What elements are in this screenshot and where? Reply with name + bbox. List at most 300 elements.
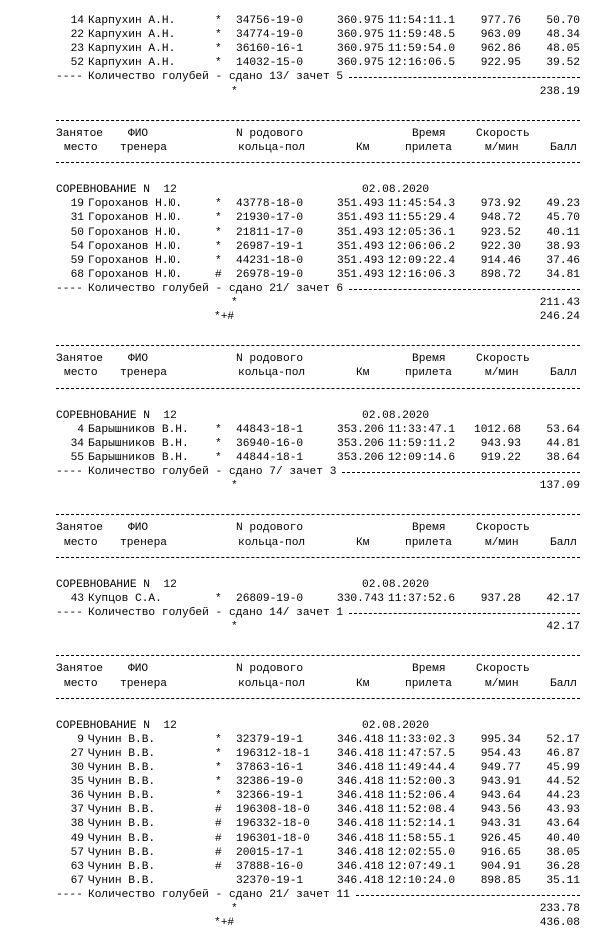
trainer-name: Гороханов Н.Ю.: [88, 268, 182, 281]
column-header-row-1: [0, 127, 600, 141]
summary-prefix: ----: [56, 888, 83, 901]
total-star-value: 42.17: [546, 621, 580, 634]
place: 50: [70, 226, 84, 239]
speed: 898.72: [480, 268, 521, 281]
col-km-label: Км: [356, 367, 370, 380]
place: 22: [70, 29, 84, 42]
place: 35: [70, 776, 84, 789]
summary-dash-tail: [349, 289, 580, 290]
speed: 943.91: [480, 776, 521, 789]
place: 67: [70, 874, 84, 887]
col-place-label-2: место: [64, 677, 98, 690]
trainer-name: Барышников В.Н.: [88, 437, 189, 450]
summary-text: Количество голубей - сдано 21/ зачет 6: [88, 282, 344, 295]
place: 9: [77, 733, 84, 746]
ring-number: 32370-19-1: [236, 874, 304, 887]
score: 45.70: [546, 212, 580, 225]
col-time-label-2: прилета: [405, 536, 452, 549]
trainer-name: Чунин В.В.: [88, 790, 156, 803]
result-row: [0, 832, 600, 846]
arrival-time: 11:47:57.5: [388, 747, 456, 760]
result-row: [0, 451, 600, 465]
arrival-time: 12:06:06.2: [388, 240, 456, 253]
arrival-time: 12:09:14.6: [388, 452, 456, 464]
score: 37.46: [546, 254, 580, 267]
competition-line: [0, 578, 600, 592]
score: 35.11: [546, 874, 580, 887]
distance-km: 360.975: [337, 43, 384, 56]
speed: 1012.68: [474, 423, 521, 436]
summary-prefix: ----: [56, 466, 83, 479]
place: 59: [70, 254, 84, 267]
arrival-time: 11:54:11.1: [388, 15, 456, 28]
score: 38.05: [546, 846, 580, 859]
col-ring-label: N родового: [236, 522, 304, 535]
trainer-name: Чунин В.В.: [88, 846, 156, 859]
trainer-name: Карпухин А.Н.: [88, 57, 176, 70]
score: 44.52: [546, 776, 580, 789]
mark-symbol: *: [215, 733, 222, 746]
trainer-name: Чунин В.В.: [88, 874, 156, 887]
distance-km: 353.206: [337, 437, 384, 450]
result-row: [0, 775, 600, 789]
dashed-separator: [0, 507, 600, 521]
col-speed-label-2: м/мин: [485, 367, 519, 380]
competition-label: СОРЕВНОВАНИЕ N 12: [56, 184, 177, 197]
arrival-time: 11:59:48.5: [388, 29, 456, 42]
total-star-value: 211.43: [539, 296, 580, 309]
trainer-name: Карпухин А.Н.: [88, 29, 176, 42]
mark-symbol: *: [215, 790, 222, 803]
ring-number: 196301-18-0: [236, 832, 310, 845]
ring-number: 43778-18-0: [236, 198, 304, 211]
ring-number: 44231-18-0: [236, 254, 304, 267]
summary-text: Количество голубей - сдано 13/ зачет 5: [88, 71, 344, 84]
total-starhash-line: [0, 310, 600, 324]
place: 63: [70, 860, 84, 873]
summary-text: Количество голубей - сдано 21/ зачет 11: [88, 888, 350, 901]
col-time-label: Время: [412, 127, 446, 140]
trainer-name: Чунин В.В.: [88, 747, 156, 760]
distance-km: 346.418: [337, 846, 384, 859]
speed: 904.91: [480, 860, 521, 873]
ring-number: 21930-17-0: [236, 212, 304, 225]
score: 48.05: [546, 43, 580, 56]
speed: 943.31: [480, 818, 521, 831]
mark-symbol: *: [215, 747, 222, 760]
column-header-row-2: [0, 677, 600, 691]
summary-dash-tail: [349, 77, 580, 78]
col-fio-label: ФИО: [128, 522, 149, 535]
ring-number: 32386-19-0: [236, 776, 304, 789]
distance-km: 346.418: [337, 762, 384, 775]
ring-number: 37888-16-0: [236, 860, 304, 873]
mark-symbol: *: [215, 452, 222, 464]
col-time-label: Время: [412, 353, 446, 366]
speed: 973.92: [480, 198, 521, 211]
total-star-line: [0, 85, 600, 99]
place: 30: [70, 762, 84, 775]
col-place-label-2: место: [64, 536, 98, 549]
trainer-name: Чунин В.В.: [88, 804, 156, 817]
distance-km: 351.493: [337, 226, 384, 239]
summary-line: [0, 282, 600, 296]
ring-number: 36940-16-0: [236, 437, 304, 450]
result-row: [0, 254, 600, 268]
arrival-time: 11:55:29.4: [388, 212, 456, 225]
summary-line: [0, 888, 600, 902]
distance-km: 353.206: [337, 452, 384, 464]
speed: 937.28: [480, 592, 521, 605]
total-star-value: 137.09: [539, 480, 580, 493]
trainer-name: Барышников В.Н.: [88, 423, 189, 436]
arrival-time: 11:52:06.4: [388, 790, 456, 803]
distance-km: 346.418: [337, 860, 384, 873]
distance-km: 346.418: [337, 790, 384, 803]
mark-symbol: *: [215, 226, 222, 239]
col-speed-label: Скорость: [476, 353, 530, 366]
column-header-row-1: [0, 352, 600, 366]
summary-dash-tail: [356, 895, 580, 896]
score: 36.28: [546, 860, 580, 873]
score: 38.93: [546, 240, 580, 253]
col-km-label: Км: [356, 677, 370, 690]
col-score-label: Балл: [550, 367, 577, 380]
col-fio-label-2: тренера: [120, 367, 167, 380]
trainer-name: Чунин В.В.: [88, 776, 156, 789]
score: 44.81: [546, 437, 580, 450]
score: 49.23: [546, 198, 580, 211]
dashed-separator: [0, 648, 600, 662]
score: 50.70: [546, 15, 580, 28]
dashed-separator: [0, 381, 600, 395]
col-ring-label: N родового: [236, 663, 304, 676]
place: 23: [70, 43, 84, 56]
speed: 962.86: [480, 43, 521, 56]
trainer-name: Гороханов Н.Ю.: [88, 240, 182, 253]
arrival-time: 12:05:36.1: [388, 226, 456, 239]
mark-symbol: *: [215, 15, 222, 28]
total-star-mark: *: [231, 296, 238, 309]
col-km-label: Км: [356, 536, 370, 549]
mark-symbol: *: [215, 212, 222, 225]
competition-date: 02.08.2020: [362, 184, 430, 197]
dashed-separator: [0, 113, 600, 127]
col-speed-label-2: м/мин: [485, 141, 519, 154]
distance-km: 360.975: [337, 29, 384, 42]
total-starhash-value: 436.08: [539, 917, 580, 930]
mark-symbol: *: [215, 762, 222, 775]
place: 55: [70, 452, 84, 464]
ring-number: 196332-18-0: [236, 818, 310, 831]
place: 34: [70, 437, 84, 450]
col-place-label: Занятое: [56, 127, 103, 140]
score: 34.81: [546, 268, 580, 281]
result-row: [0, 761, 600, 775]
place: 36: [70, 790, 84, 803]
result-row: [0, 197, 600, 211]
arrival-time: 11:52:08.4: [388, 804, 456, 817]
result-row: [0, 817, 600, 831]
summary-prefix: ----: [56, 282, 83, 295]
mark-symbol: *: [215, 198, 222, 211]
col-place-label: Занятое: [56, 663, 103, 676]
trainer-name: Чунин В.В.: [88, 762, 156, 775]
total-starhash-line: [0, 916, 600, 930]
ring-number: 20015-17-1: [236, 846, 304, 859]
result-row: [0, 747, 600, 761]
mark-symbol: *: [215, 423, 222, 436]
dashed-separator: [0, 155, 600, 169]
result-row: [0, 733, 600, 747]
result-row: [0, 423, 600, 437]
result-row: [0, 14, 600, 28]
col-km-label: Км: [356, 141, 370, 154]
total-starhash-mark: *+#: [214, 311, 235, 324]
arrival-time: 12:16:06.3: [388, 268, 456, 281]
speed: 943.93: [480, 437, 521, 450]
summary-dash-tail: [342, 472, 580, 473]
distance-km: 351.493: [337, 254, 384, 267]
place: 4: [77, 423, 84, 436]
total-star-mark: *: [231, 621, 238, 634]
trainer-name: Купцов С.А.: [88, 592, 162, 605]
arrival-time: 12:02:55.0: [388, 846, 456, 859]
col-time-label-2: прилета: [405, 141, 452, 154]
col-ring-label-2: кольца-пол: [238, 677, 306, 690]
trainer-name: Гороханов Н.Ю.: [88, 212, 182, 225]
total-star-line: [0, 620, 600, 634]
col-score-label: Балл: [550, 677, 577, 690]
result-row: [0, 437, 600, 451]
mark-symbol: *: [215, 240, 222, 253]
trainer-name: Чунин В.В.: [88, 860, 156, 873]
place: 27: [70, 747, 84, 760]
trainer-name: Гороханов Н.Ю.: [88, 198, 182, 211]
mark-symbol: #: [215, 846, 222, 859]
arrival-time: 11:59:54.0: [388, 43, 456, 56]
arrival-time: 11:33:02.3: [388, 733, 456, 746]
competition-date: 02.08.2020: [362, 719, 430, 732]
competition-label: СОРЕВНОВАНИЕ N 12: [56, 578, 177, 591]
col-ring-label-2: кольца-пол: [238, 141, 306, 154]
col-score-label: Балл: [550, 141, 577, 154]
result-row: [0, 42, 600, 56]
arrival-time: 11:45:54.3: [388, 198, 456, 211]
distance-km: 346.418: [337, 747, 384, 760]
arrival-time: 11:49:44.4: [388, 762, 456, 775]
total-starhash-mark: *+#: [214, 917, 235, 930]
place: 57: [70, 846, 84, 859]
mark-symbol: #: [215, 832, 222, 845]
arrival-time: 12:09:22.4: [388, 254, 456, 267]
distance-km: 360.975: [337, 15, 384, 28]
speed: 926.45: [480, 832, 521, 845]
speed: 922.95: [480, 57, 521, 70]
arrival-time: 11:59:11.2: [388, 437, 456, 450]
mark-symbol: *: [215, 437, 222, 450]
place: 68: [70, 268, 84, 281]
speed: 916.65: [480, 846, 521, 859]
place: 54: [70, 240, 84, 253]
distance-km: 346.418: [337, 804, 384, 817]
score: 43.93: [546, 804, 580, 817]
score: 53.64: [546, 423, 580, 436]
place: 43: [70, 592, 84, 605]
distance-km: 346.418: [337, 818, 384, 831]
column-header-row-2: [0, 141, 600, 155]
summary-prefix: ----: [56, 607, 83, 620]
result-row: [0, 860, 600, 874]
col-time-label-2: прилета: [405, 367, 452, 380]
col-time-label: Время: [412, 663, 446, 676]
col-fio-label: ФИО: [128, 353, 149, 366]
col-place-label: Занятое: [56, 353, 103, 366]
competition-date: 02.08.2020: [362, 409, 430, 422]
column-header-row-1: [0, 521, 600, 535]
arrival-time: 12:07:49.1: [388, 860, 456, 873]
arrival-time: 12:10:24.0: [388, 874, 456, 887]
col-time-label: Время: [412, 522, 446, 535]
arrival-time: 11:52:00.3: [388, 776, 456, 789]
place: 37: [70, 804, 84, 817]
result-row: [0, 268, 600, 282]
speed: 995.34: [480, 733, 521, 746]
speed: 914.46: [480, 254, 521, 267]
place: 31: [70, 212, 84, 225]
mark-symbol: *: [215, 43, 222, 56]
result-row: [0, 803, 600, 817]
ring-number: 14032-15-0: [236, 57, 304, 70]
col-fio-label-2: тренера: [120, 536, 167, 549]
distance-km: 346.418: [337, 874, 384, 887]
place: 14: [70, 15, 84, 28]
place: 52: [70, 57, 84, 70]
ring-number: 26987-19-1: [236, 240, 304, 253]
mark-symbol: #: [215, 860, 222, 873]
trainer-name: Карпухин А.Н.: [88, 15, 176, 28]
distance-km: 353.206: [337, 423, 384, 436]
total-star-line: [0, 479, 600, 493]
col-score-label: Балл: [550, 536, 577, 549]
speed: 919.22: [480, 452, 521, 464]
mark-symbol: #: [215, 268, 222, 281]
competition-line: [0, 183, 600, 197]
speed: 923.52: [480, 226, 521, 239]
col-ring-label: N родового: [236, 127, 304, 140]
ring-number: 44843-18-1: [236, 423, 304, 436]
summary-dash-tail: [349, 613, 580, 614]
column-header-row-2: [0, 366, 600, 380]
place: 49: [70, 832, 84, 845]
summary-line: [0, 465, 600, 479]
col-place-label-2: место: [64, 141, 98, 154]
col-speed-label: Скорость: [476, 522, 530, 535]
col-speed-label: Скорость: [476, 663, 530, 676]
mark-symbol: *: [215, 592, 222, 605]
ring-number: 44844-18-1: [236, 452, 304, 464]
column-header-row-1: [0, 662, 600, 676]
score: 45.99: [546, 762, 580, 775]
mark-symbol: *: [215, 57, 222, 70]
ring-number: 34774-19-0: [236, 29, 304, 42]
mark-symbol: *: [215, 776, 222, 789]
distance-km: 330.743: [337, 592, 384, 605]
summary-text: Количество голубей - сдано 14/ зачет 1: [88, 607, 344, 620]
summary-line: [0, 606, 600, 620]
place: 19: [70, 198, 84, 211]
trainer-name: Барышников В.Н.: [88, 452, 189, 464]
distance-km: 346.418: [337, 776, 384, 789]
trainer-name: Гороханов Н.Ю.: [88, 226, 182, 239]
distance-km: 360.975: [337, 57, 384, 70]
arrival-time: 11:33:47.1: [388, 423, 456, 436]
score: 38.64: [546, 452, 580, 464]
ring-number: 36160-16-1: [236, 43, 304, 56]
score: 48.34: [546, 29, 580, 42]
ring-number: 196308-18-0: [236, 804, 310, 817]
col-place-label: Занятое: [56, 522, 103, 535]
score: 52.17: [546, 733, 580, 746]
ring-number: 37863-16-1: [236, 762, 304, 775]
result-row: [0, 28, 600, 42]
total-star-value: 233.78: [539, 903, 580, 915]
total-star-mark: *: [231, 85, 238, 98]
ring-number: 34756-19-0: [236, 15, 304, 28]
total-star-mark: *: [231, 480, 238, 493]
arrival-time: 11:37:52.6: [388, 592, 456, 605]
distance-km: 346.418: [337, 733, 384, 746]
mark-symbol: *: [215, 254, 222, 267]
speed: 943.64: [480, 790, 521, 803]
result-row: [0, 226, 600, 240]
speed: 977.76: [480, 15, 521, 28]
ring-number: 26809-19-0: [236, 592, 304, 605]
result-row: [0, 592, 600, 606]
trainer-name: Карпухин А.Н.: [88, 43, 176, 56]
ring-number: 196312-18-1: [236, 747, 310, 760]
score: 42.17: [546, 592, 580, 605]
distance-km: 351.493: [337, 240, 384, 253]
competition-line: [0, 409, 600, 423]
trainer-name: Чунин В.В.: [88, 818, 156, 831]
column-header-row-2: [0, 536, 600, 550]
total-starhash-value: 246.24: [539, 311, 580, 324]
competition-label: СОРЕВНОВАНИЕ N 12: [56, 409, 177, 422]
ring-number: 26978-19-0: [236, 268, 304, 281]
col-ring-label: N родового: [236, 353, 304, 366]
result-row: [0, 789, 600, 803]
total-star-mark: *: [231, 903, 238, 915]
total-star-line: [0, 296, 600, 310]
col-fio-label-2: тренера: [120, 677, 167, 690]
score: 40.11: [546, 226, 580, 239]
competition-date: 02.08.2020: [362, 578, 430, 591]
summary-text: Количество голубей - сдано 7/ зачет 3: [88, 466, 337, 479]
distance-km: 351.493: [337, 198, 384, 211]
ring-number: 21811-17-0: [236, 226, 304, 239]
result-row: [0, 211, 600, 225]
place: 38: [70, 818, 84, 831]
col-speed-label-2: м/мин: [485, 536, 519, 549]
dashed-separator: [0, 550, 600, 564]
summary-line: [0, 70, 600, 84]
result-row: [0, 240, 600, 254]
trainer-name: Чунин В.В.: [88, 733, 156, 746]
mark-symbol: #: [215, 804, 222, 817]
speed: 898.85: [480, 874, 521, 887]
col-fio-label: ФИО: [128, 127, 149, 140]
